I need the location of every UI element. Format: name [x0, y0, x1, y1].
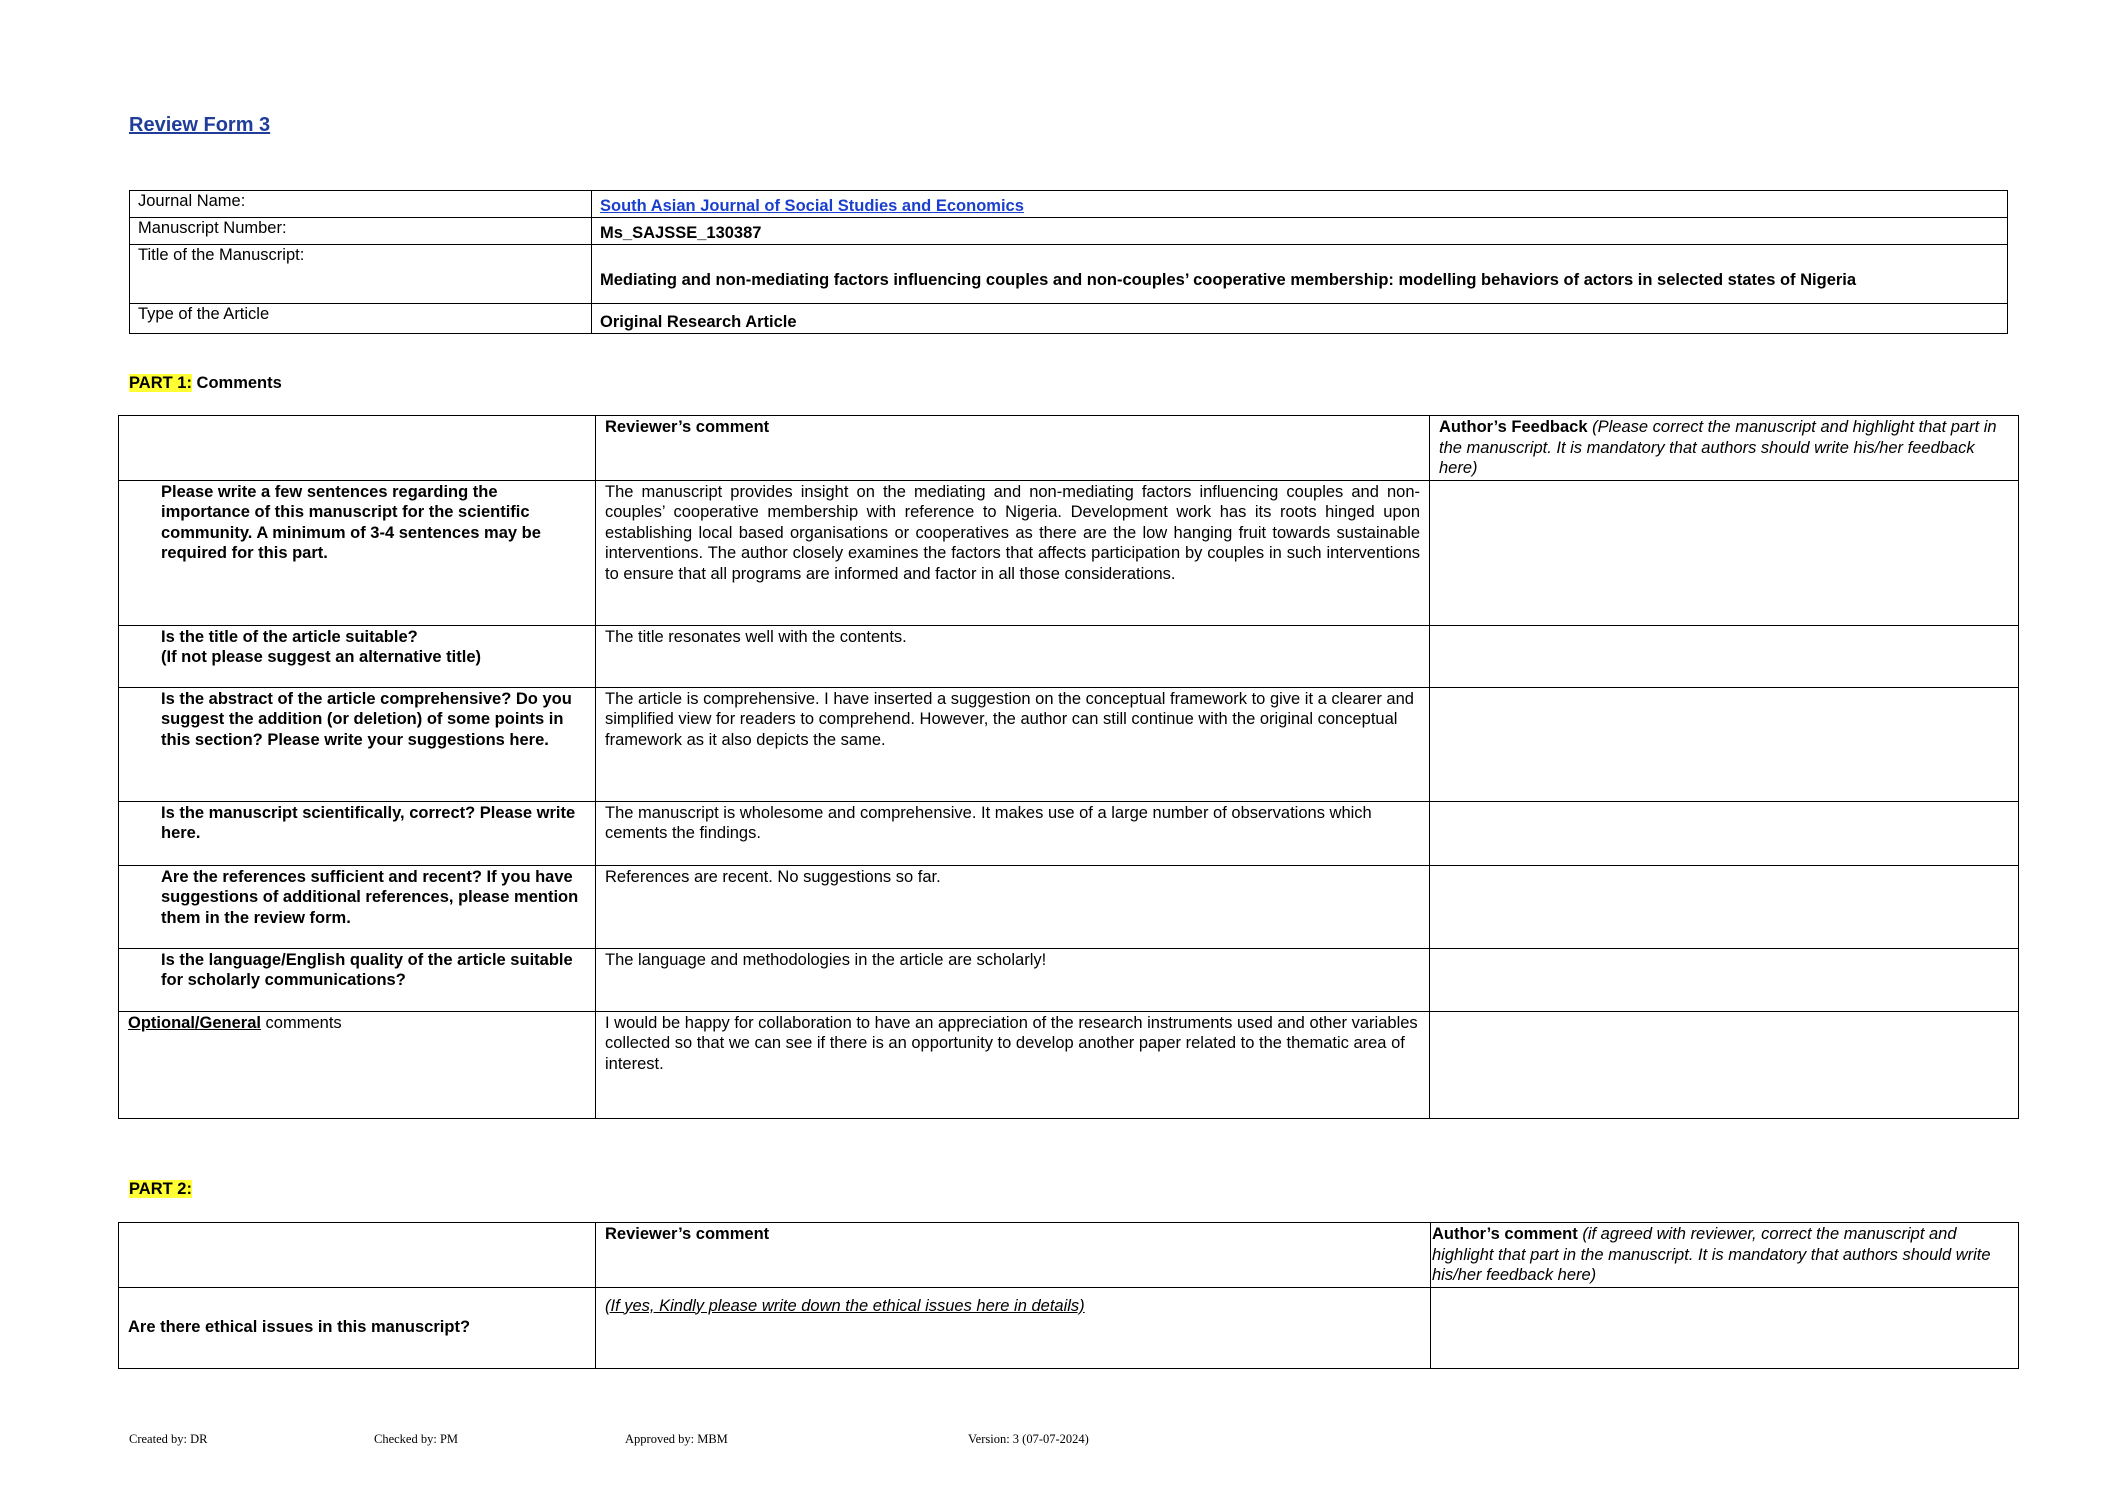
comment-scientific: The manuscript is wholesome and comprehensive. It makes use of a large number of observations which cements the findings. [596, 801, 1430, 865]
author-comment-cell[interactable] [1431, 1287, 2019, 1368]
info-row-title [130, 245, 2008, 304]
table-row [119, 801, 2019, 865]
title-label: Title of the Manuscript: [130, 245, 592, 304]
footer-created: Created by: DR [129, 1432, 208, 1446]
part1-header-blank [119, 416, 596, 481]
type-value: Original Research Article [592, 304, 2008, 334]
part1-header-row [119, 416, 2019, 481]
part1-reviewer-header: Reviewer’s comment [596, 416, 1430, 481]
author-feedback-cell[interactable] [1430, 687, 2019, 801]
table-row-optional [119, 1011, 2019, 1118]
question-scientific: Is the manuscript scientifically, correct? Please write here. [119, 801, 596, 865]
comment-language: The language and methodologies in the article are scholarly! [596, 948, 1430, 1011]
comment-title: The title resonates well with the contents. [596, 625, 1430, 687]
part1-suffix: Comments [191, 374, 282, 392]
part2-author-header-bold: Author’s comment [1432, 1225, 1578, 1243]
part2-header-blank [119, 1223, 596, 1288]
optional-comments-label [119, 1011, 596, 1118]
type-label: Type of the Article [130, 304, 592, 334]
footer-approved: Approved by: MBM [625, 1432, 728, 1446]
optional-label-general: /General [194, 1013, 261, 1032]
part1-label: PART 1: [129, 374, 192, 392]
info-row-type [130, 304, 2008, 334]
comment-optional: I would be happy for collaboration to have an appreciation of the research instruments used and other variables collected so that we can see if there is an opportunity to develop another paper related to the thematic area of interest. [596, 1011, 1430, 1118]
table-row [119, 865, 2019, 948]
author-feedback-cell[interactable] [1430, 1011, 2019, 1118]
part2-header-row [119, 1223, 2019, 1288]
part2-label: PART 2: [129, 1180, 192, 1198]
question-title-line2: (If not please suggest an alternative title) [161, 648, 481, 666]
comment-ethical: (If yes, Kindly please write down the ethical issues here in details) [596, 1287, 1431, 1368]
optional-label-optional: Optional [128, 1013, 195, 1032]
comment-references: References are recent. No suggestions so far. [596, 865, 1430, 948]
author-feedback-cell[interactable] [1430, 625, 2019, 687]
part2-heading [129, 1180, 192, 1199]
part2-author-header [1431, 1223, 2019, 1288]
journal-link[interactable]: South Asian Journal of Social Studies and Economics [600, 197, 1024, 215]
author-feedback-cell[interactable] [1430, 801, 2019, 865]
question-ethical: Are there ethical issues in this manuscript? [119, 1287, 596, 1368]
comment-abstract: The article is comprehensive. I have inserted a suggestion on the conceptual framework to give it a clearer and simplified view for readers to comprehend. However, the author can still continue with the original conceptual framework as it also depicts the same. [596, 687, 1430, 801]
table-row [119, 1287, 2019, 1368]
optional-label-rest: comments [260, 1013, 342, 1032]
info-row-manuscript-number [130, 218, 2008, 245]
question-importance: Please write a few sentences regarding the importance of this manuscript for the scientific community. A minimum of 3-4 sentences may be required for this part. [119, 480, 596, 625]
form-title: Review Form 3 [129, 114, 271, 136]
part1-author-header-bold: Author’s Feedback [1439, 418, 1588, 436]
footer-checked: Checked by: PM [374, 1432, 459, 1446]
author-feedback-cell[interactable] [1430, 948, 2019, 1011]
part2-reviewer-header: Reviewer’s comment [596, 1223, 1431, 1288]
info-row-journal [130, 191, 2008, 218]
author-feedback-cell[interactable] [1430, 865, 2019, 948]
table-row [119, 625, 2019, 687]
table-row [119, 948, 2019, 1011]
part1-table [118, 415, 2019, 1119]
part2-author-header-note: (if agreed with reviewer, correct the manuscript and highlight that part in the manuscript. It is mandatory that authors should write his/her feedback here) [1432, 1225, 1991, 1284]
manuscript-number-value: Ms_SAJSSE_130387 [592, 218, 2008, 245]
question-title [119, 625, 596, 687]
question-abstract: Is the abstract of the article comprehensive? Do you suggest the addition (or deletion) of some points in this section? Please write your suggestions here. [119, 687, 596, 801]
journal-label: Journal Name: [130, 191, 592, 218]
author-feedback-cell[interactable] [1430, 480, 2019, 625]
part1-author-header [1430, 416, 2019, 481]
manuscript-number-label: Manuscript Number: [130, 218, 592, 245]
question-references: Are the references sufficient and recent? If you have suggestions of additional references, please mention them in the review form. [119, 865, 596, 948]
title-value: Mediating and non-mediating factors influencing couples and non-couples’ cooperative membership: modelling behaviors of actors in selected states of Nigeria [592, 245, 2008, 304]
table-row [119, 687, 2019, 801]
table-row [119, 480, 2019, 625]
part2-table [118, 1222, 2019, 1369]
part1-heading [129, 374, 282, 393]
question-title-line1: Is the title of the article suitable? [161, 627, 418, 646]
part1-author-header-note: (Please correct the manuscript and highlight that part in the manuscript. It is mandatory that authors should write his/her feedback here) [1439, 418, 1997, 477]
footer-version: Version: 3 (07-07-2024) [968, 1432, 1089, 1446]
manuscript-info-table [129, 190, 2008, 334]
question-language: Is the language/English quality of the article suitable for scholarly communications? [119, 948, 596, 1011]
comment-importance: The manuscript provides insight on the mediating and non-mediating factors influencing couples and non-couples’ cooperative membership with reference to Nigeria. Development work has its roots hinged upon establishing local based organisations or cooperatives as there are the low hanging fruit towards sustainable interventions. The author closely examines the factors that affects participation by couples in such interventions to ensure that all programs are informed and factor in all those considerations. [596, 480, 1430, 625]
